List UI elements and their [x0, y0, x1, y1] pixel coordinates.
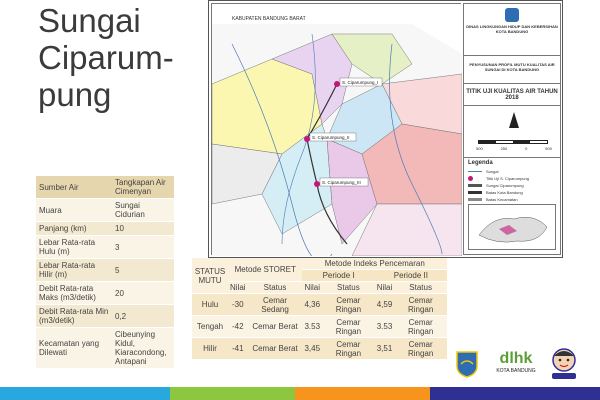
sub-status: Status — [322, 282, 375, 294]
map-org: DINAS LINGKUNGAN HIDUP DAN KEBERSIHAN KOTA BANDUNG — [466, 24, 558, 34]
legend-item — [464, 196, 560, 203]
page-title: Sungai Ciparum-pung — [38, 2, 174, 113]
col-periode-1: Periode I — [302, 270, 374, 282]
cell-p2-nilai: 3.53 — [375, 316, 395, 338]
scale-label: 0 — [525, 146, 528, 151]
legend-item — [464, 175, 560, 182]
cell-p1-status: Cemar Ringan — [322, 338, 375, 360]
legend-symbol-icon — [468, 171, 482, 172]
point-label-1: S. Ciparumpung_I — [342, 80, 379, 85]
info-key: Debit Rata-rata Maks (m3/detik) — [36, 282, 112, 305]
scale-label: 500 — [545, 146, 552, 151]
region-label: KABUPATEN BANDUNG BARAT — [232, 16, 306, 22]
sampling-point-2 — [304, 136, 310, 142]
table-row — [192, 316, 447, 338]
sub-nilai: Nilai — [302, 282, 322, 294]
dlhk-logo-text: dlhk — [499, 350, 533, 367]
scale-label: 250 — [500, 146, 508, 151]
legend-symbol-icon — [468, 184, 482, 187]
info-value: 5 — [112, 259, 174, 282]
info-row — [36, 282, 174, 305]
info-value: 0,2 — [112, 305, 174, 328]
city-emblem-icon — [505, 8, 519, 22]
legend-item — [464, 182, 560, 189]
cell-storet-status: Cemar Berat — [248, 338, 303, 360]
cell-p2-nilai: 4,59 — [375, 294, 395, 316]
cell-p2-status: Cemar Ringan — [394, 316, 447, 338]
info-value: 3 — [112, 236, 174, 259]
cell-storet-nilai: -30 — [228, 294, 248, 316]
info-key: Debit Rata-rata Min (m3/detik) — [36, 305, 112, 328]
col-storet: Metode STORET — [228, 258, 302, 282]
map-title: TITIK UJI KUALITAS AIR TAHUN 2018 — [466, 89, 558, 101]
point-label-2: S. Ciparumpung_II — [312, 135, 350, 140]
north-arrow-icon — [509, 112, 519, 128]
info-value: 20 — [112, 282, 174, 305]
dlhk-logo — [494, 350, 538, 380]
cell-p1-nilai: 3.53 — [302, 316, 322, 338]
info-key: Muara — [36, 199, 112, 222]
legend-symbol-icon — [468, 198, 482, 201]
cell-storet-nilai: -42 — [228, 316, 248, 338]
cell-p1-nilai: 3,45 — [302, 338, 322, 360]
sampling-point-1 — [334, 81, 340, 87]
dlhk-logo-sub: KOTA BANDUNG — [496, 368, 536, 374]
scale-bar — [478, 140, 548, 144]
sub-status: Status — [394, 282, 447, 294]
info-value: Tangkapan Air Cimenyan — [112, 176, 174, 199]
sub-status: Status — [248, 282, 303, 294]
info-row — [36, 199, 174, 222]
mascot-avatar-icon — [548, 346, 580, 380]
legend-label: Sungai Ciparumpung — [486, 183, 524, 188]
legend-item — [464, 189, 560, 196]
inset-map — [468, 204, 556, 250]
info-key: Lebar Rata-rata Hulu (m) — [36, 236, 112, 259]
map-area — [211, 3, 461, 255]
col-status-mutu: STATUS MUTU — [192, 258, 228, 294]
scale-label: 500 — [476, 146, 483, 151]
map-svg — [212, 4, 462, 256]
legend-symbol-icon — [468, 191, 482, 194]
cell-p1-nilai: 4,36 — [302, 294, 322, 316]
cell-storet-nilai: -41 — [228, 338, 248, 360]
cell-name: Tengah — [192, 316, 228, 338]
cell-storet-status: Cemar Berat — [248, 316, 303, 338]
info-key: Kecamatan yang Dilewati — [36, 328, 112, 369]
cell-p1-status: Cemar Ringan — [322, 316, 375, 338]
col-periode-2: Periode II — [375, 270, 447, 282]
info-row — [36, 222, 174, 236]
info-key: Sumber Air — [36, 176, 112, 199]
map-desc: PENYUSUNAN PROFIL MUTU KUALITAS AIR SUNGAI DI KOTA BANDUNG — [469, 62, 555, 72]
legend-label: Batas Kecamatan — [486, 197, 518, 202]
info-row — [36, 305, 174, 328]
info-key: Lebar Rata-rata Hilir (m) — [36, 259, 112, 282]
cell-name: Hulu — [192, 294, 228, 316]
map-side-panel — [463, 3, 561, 255]
legend-item — [464, 168, 560, 175]
col-indeks: Metode Indeks Pencemaran — [302, 258, 447, 270]
info-key: Panjang (km) — [36, 222, 112, 236]
footer-color-band — [0, 387, 600, 400]
table-row — [192, 338, 447, 360]
cell-storet-status: Cemar Sedang — [248, 294, 303, 316]
cell-p1-status: Cemar Ringan — [322, 294, 375, 316]
point-label-3: S. Ciparumpung_III — [322, 180, 361, 185]
legend-label: Batas Kota Bandung — [486, 190, 523, 195]
status-table — [192, 258, 447, 360]
info-row — [36, 236, 174, 259]
cell-p2-nilai: 3,51 — [375, 338, 395, 360]
river-map — [208, 0, 563, 258]
river-info-table — [36, 176, 174, 369]
sub-nilai: Nilai — [230, 283, 246, 292]
cell-p2-status: Cemar Ringan — [394, 294, 447, 316]
legend-label: Titik Uji S. Ciparumpung — [486, 176, 529, 181]
info-value: Cibeunying Kidul, Kiaracondong, Antapani — [112, 328, 174, 369]
info-row — [36, 176, 174, 199]
legend-title: Legenda — [468, 160, 493, 166]
legend-label: Sungai — [486, 169, 499, 174]
info-row — [36, 328, 174, 369]
sub-nilai: Nilai — [375, 282, 395, 294]
scale-labels — [476, 146, 552, 151]
info-value: 10 — [112, 222, 174, 236]
cell-name: Hilir — [192, 338, 228, 360]
legend-symbol-icon — [468, 176, 473, 181]
city-logo-icon — [455, 350, 479, 378]
info-value: Sungai Cidurian — [112, 199, 174, 222]
cell-p2-status: Cemar Ringan — [394, 338, 447, 360]
sampling-point-3 — [314, 181, 320, 187]
info-row — [36, 259, 174, 282]
table-row — [192, 294, 447, 316]
